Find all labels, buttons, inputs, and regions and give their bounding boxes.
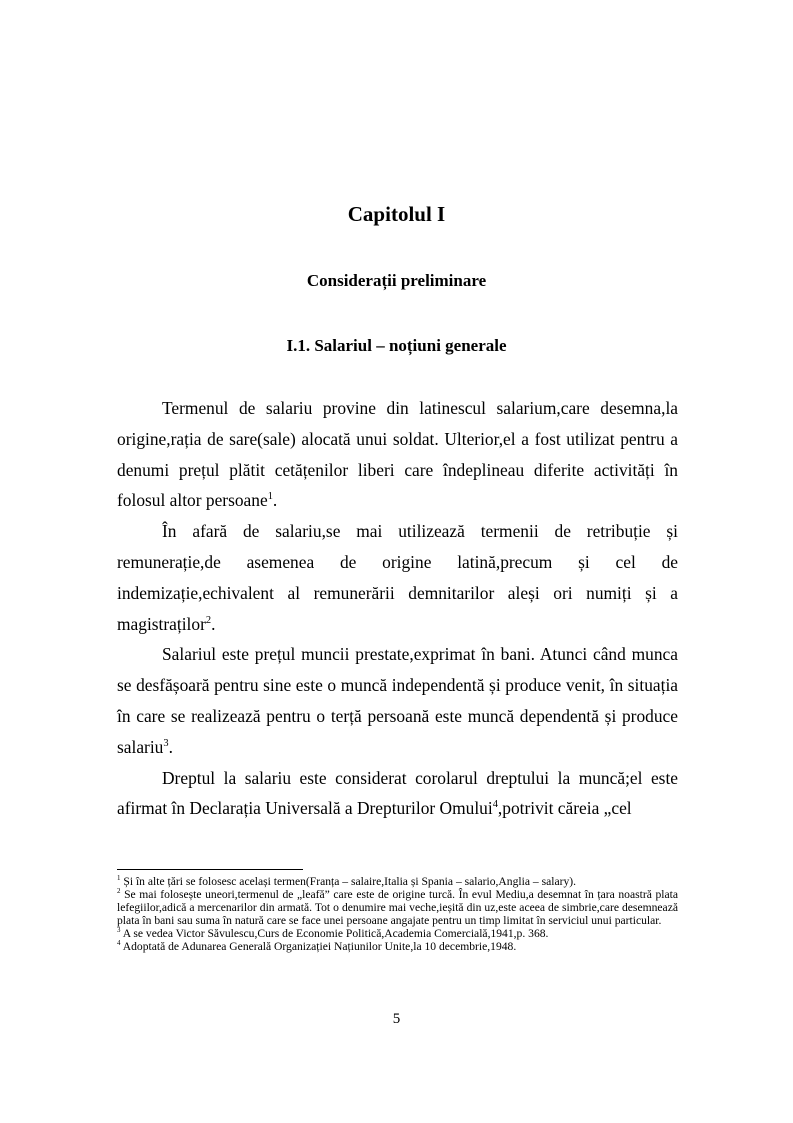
footnote-4 <box>117 938 678 954</box>
body-text <box>117 393 678 824</box>
chapter-title: Capitolul I <box>347 202 446 226</box>
footnote-text: A se vedea Victor Săvulescu,Curs de Economie Politică,Academia Comercială,1941,p. 368. <box>120 926 549 940</box>
footnote-text: Adoptată de Adunarea Generală Organizației Națiunilor Unite,la 10 decembrie,1948. <box>120 939 517 953</box>
paragraph-tail: . <box>168 736 173 757</box>
footnote-number: 1 <box>117 874 121 883</box>
footnote-text: Se mai folosește uneori,termenul de „leafă” care este de origine turcă. În evul Mediu,a desemnat în țara noastră plata lefegiilor,adică a mercenarilor din armată. Tot o denumire mai veche,ieșită din uz,este aceea de simbrie,care desemnează plata în bani sau suma în natură care se face unei persoane angajate pentru un timp limitat în serviciul unui particular. <box>117 887 678 927</box>
paragraph-text: Termenul de salariu provine din latinescul salarium,care desemna,la origine,rația de sare(sale) alocată unui soldat. Ulterior,el a fost utilizat pentru a denumi prețul plătit cetățenilor liberi care îndeplineau diferite activități în folosul altor persoane <box>117 398 678 511</box>
footnote-ref-3: 3 <box>163 737 169 749</box>
footnote-number: 2 <box>117 887 121 896</box>
footnote-ref-2: 2 <box>205 614 212 626</box>
paragraph-4 <box>117 763 678 825</box>
footnote-2 <box>117 889 678 928</box>
footnotes <box>117 876 678 953</box>
paragraph-2 <box>117 516 678 639</box>
footnote-ref-1: 1 <box>267 491 273 503</box>
footnote-text: Și în alte țări se folosesc același termen(Franța – salaire,Italia și Spania – salario,Anglia – salary). <box>120 875 577 888</box>
footnote-number: 4 <box>117 938 121 947</box>
paragraph-3 <box>117 639 678 762</box>
section-title: Considerații preliminare <box>306 271 487 290</box>
paragraph-text: Salariul este prețul muncii prestate,exprimat în bani. Atunci când munca se desfășoară pentru sine este o muncă independentă și produce venit, în situația în care se realizează pentru o terță persoană este muncă dependentă și produce salariu <box>117 644 678 757</box>
paragraph-tail: . <box>272 490 278 511</box>
subsection-title: I.1. Salariul – noțiuni generale <box>286 336 507 355</box>
footnote-number: 3 <box>117 925 121 934</box>
paragraph-tail: . <box>211 613 216 634</box>
page-number: 5 <box>392 1011 401 1027</box>
paragraph-1 <box>117 393 678 516</box>
paragraph-text: Dreptul la salariu este considerat corolarul dreptului la muncă;el este afirmat în Declarația Universală a Drepturilor Omului <box>117 767 678 819</box>
paragraph-tail: ,potrivit căreia „cel <box>497 798 632 819</box>
footnote-separator <box>117 869 303 870</box>
paragraph-text: În afară de salariu,se mai utilizează termenii de retribuție și remunerație,de asemenea de origine latină,precum și cel de indemizație,echivalent al remunerării demnitarilor aleși ori numiți și a magistraților <box>117 521 678 634</box>
footnote-ref-4: 4 <box>492 799 498 811</box>
